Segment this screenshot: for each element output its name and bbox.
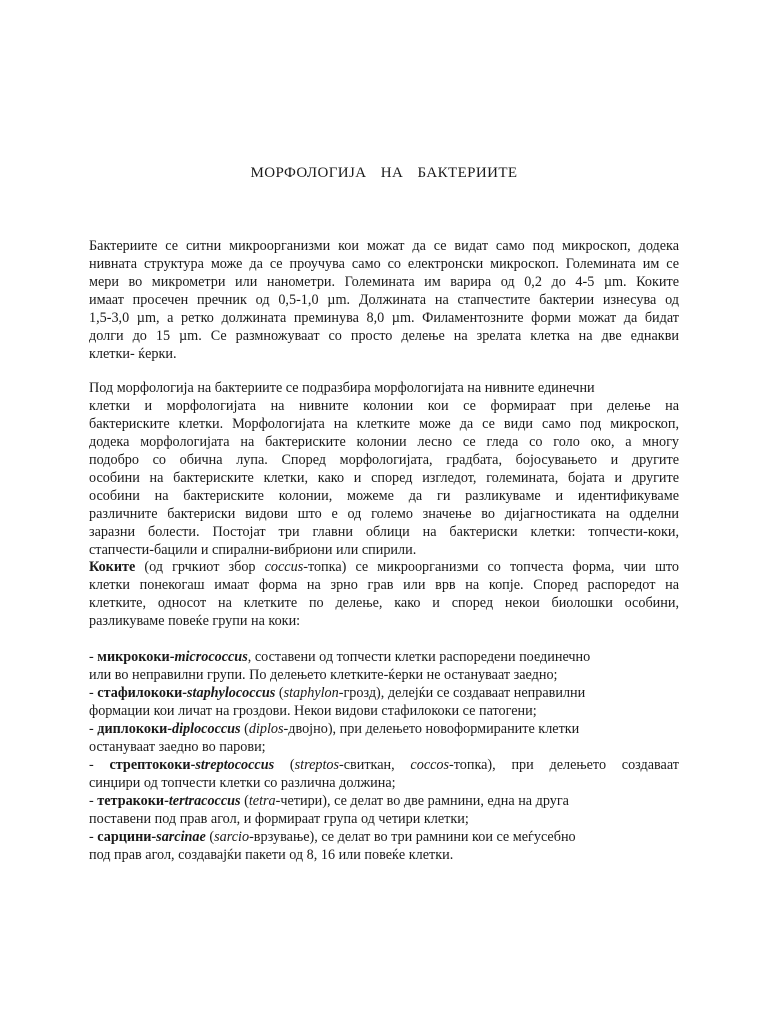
text-line: имаат просечен пречник од 0,5-1,0 µm. Должината на стапчестите бактерии изнесува од: [89, 292, 679, 308]
list-item-tetracoccus: [89, 792, 679, 810]
text-line: бактериските клетки. Морфологијата на клетките може да се види само под микроскоп,: [89, 416, 679, 432]
text-fragment: -топка), при делењето создаваат: [449, 757, 679, 773]
text-fragment: (: [240, 721, 249, 737]
text-line: нивната структура може да се проучува само со електронски микроскоп. Големината им се: [89, 256, 679, 272]
text-fragment: (од грчкиот збор: [135, 559, 265, 575]
list-dash: -: [89, 829, 98, 845]
text-fragment: (: [275, 685, 284, 701]
text-line: клетките, односот на клетките по делење, како и според некои биолошки особини,: [89, 595, 679, 611]
list-item-staphylococcus: [89, 684, 679, 702]
text-line: [89, 558, 679, 576]
list-dash: -: [89, 793, 98, 809]
text-line: разликуваме повеќе групи на коки:: [89, 613, 301, 629]
text-line: подобро со обична лупа. Според морфологијата, градбата, бојосувањето и другите: [89, 452, 679, 468]
text-line: 1,5-3,0 µm, а ретко должината преминува 8,0 µm. Филаментозните форми можат да бидат: [89, 310, 679, 326]
text-line: клетки и морфологијата на нивните колонии кои се формираат при делење на: [89, 398, 679, 414]
list-item-streptococcus: [89, 756, 679, 774]
list-term: тетракоки-: [97, 793, 169, 809]
latin-term: sarcinae: [156, 829, 206, 845]
text-fragment: -четири), се делат во две рамнини, една на друга: [275, 793, 569, 809]
text-line: формации кои личат на гроздови. Некои видови стафилококи се патогени;: [89, 703, 537, 719]
greek-term: tetra: [248, 793, 276, 809]
latin-term: coccus: [264, 559, 304, 575]
text-fragment: , составени од топчести клетки распоредени поединечно: [247, 649, 591, 665]
text-line: под прав агол, создавајќи пакети од 8, 16 или повеќе клетки.: [89, 847, 454, 863]
list-term: диплококи-: [97, 721, 173, 737]
text-line: Бактериите се ситни микроорганизми кои можат да се видат само под микроскоп, додека: [89, 238, 679, 254]
text-fragment: -врзување), се делат во три рамнини кои се меѓусебно: [249, 829, 576, 845]
text-line: остануваат заедно во парови;: [89, 739, 266, 755]
text-line: различните бактериски видови што е од големо значење во дијагностиката на одделни: [89, 506, 679, 522]
list-item-diplococcus: [89, 720, 679, 738]
list-term: сарцини-: [97, 829, 157, 845]
cocci-term: Коките: [89, 559, 136, 575]
list-dash: -: [89, 721, 98, 737]
list-dash: -: [89, 685, 98, 701]
text-fragment: (: [274, 757, 295, 773]
text-line: долги до 15 µm. Се размножуваат со просто делење на зрелата клетка на две еднакви: [89, 328, 679, 344]
list-term: стрептококи-: [109, 757, 196, 773]
text-fragment: (: [240, 793, 249, 809]
text-line: особини на бактериските колонии, можеме да ги разликуваме и идентификуваме: [89, 488, 679, 504]
greek-term: diplos: [248, 721, 284, 737]
text-line: Под морфологија на бактериите се подразбира морфологијата на нивните единечни: [89, 380, 595, 396]
text-line: стапчести-бацили и спирални-вибриони или спирили.: [89, 542, 417, 558]
text-line: поставени под прав агол, и формираат група од четири клетки;: [89, 811, 469, 827]
latin-term: streptococcus: [195, 757, 275, 773]
text-fragment: -двојно), при делењето новоформираните клетки: [283, 721, 580, 737]
text-fragment: -топка) се микроорганизми со топчеста форма, чии што: [303, 559, 679, 575]
greek-term: staphylon: [283, 685, 339, 701]
document-title: МОРФОЛОГИЈА НА БАКТЕРИИТЕ: [250, 165, 518, 181]
latin-term: micrococcus: [174, 649, 248, 665]
paragraph-intro: [89, 237, 679, 363]
latin-term: diplococcus: [172, 721, 241, 737]
text-line: или во неправилни групи. По делењето клетките-ќерки не остануваат заедно;: [89, 667, 558, 683]
latin-term: staphylococcus: [187, 685, 276, 701]
latin-term: tertracoccus: [168, 793, 241, 809]
latin-term: sarcio: [214, 829, 250, 845]
list-dash: -: [89, 757, 110, 773]
text-fragment: -свиткан,: [339, 757, 411, 773]
text-line: клетки понекогаш имаат форма на зрно грав или врв на копје. Според распоредот на: [89, 577, 679, 593]
list-term: микрококи-: [97, 649, 175, 665]
text-line: клетки- ќерки.: [89, 346, 177, 362]
list-item-sarcinae: [89, 828, 679, 846]
text-line: синџири од топчести клетки со различна должина;: [89, 775, 396, 791]
text-line: додека морфологијата на бактериските колонии лесно се гледа со голо око, а многу: [89, 434, 679, 450]
text-line: особини на бактериските клетки, како и според изгледот, големината, бојата и другите: [89, 470, 679, 486]
list-term: стафилококи-: [97, 685, 188, 701]
text-fragment: -грозд), делејќи се создаваат неправилни: [338, 685, 586, 701]
greek-term: coccos: [410, 757, 450, 773]
text-line: заразни болести. Постојат три главни облици на бактериски клетки: топчести-коки,: [89, 524, 679, 540]
paragraph-cocci: [89, 558, 679, 630]
cocci-list: [89, 648, 679, 864]
greek-term: streptos: [294, 757, 340, 773]
list-dash: -: [89, 649, 98, 665]
text-fragment: (: [205, 829, 215, 845]
list-item-micrococcus: [89, 648, 679, 666]
paragraph-morphology: [89, 379, 679, 559]
text-line: мери во микрометри или нанометри. Големината им варира од 0,2 до 4-5 µm. Коките: [89, 274, 679, 290]
